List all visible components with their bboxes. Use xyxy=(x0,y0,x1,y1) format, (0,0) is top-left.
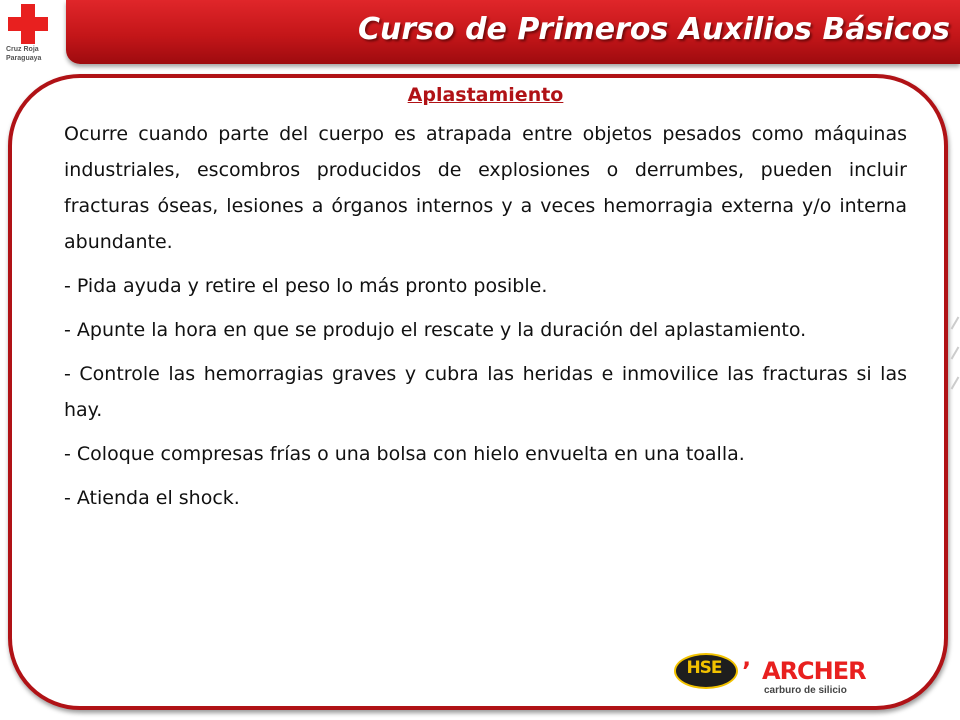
logo-name-line1: Cruz Roja xyxy=(6,46,39,53)
decorative-slashes xyxy=(946,312,960,402)
red-cross-logo xyxy=(0,0,62,70)
red-cross-icon xyxy=(8,4,48,44)
archer-logo xyxy=(742,655,882,699)
archer-logo-name: ARCHER xyxy=(762,657,866,685)
slide-heading: Aplastamiento xyxy=(407,84,564,106)
archer-logo-subtitle: carburo de silicio xyxy=(764,685,847,696)
step-paragraph: - Coloque compresas frías o una bolsa con hielo envuelta en una toalla. xyxy=(64,443,745,465)
step-paragraph: - Pida ayuda y retire el peso lo más pronto posible. xyxy=(64,275,548,297)
hse-logo xyxy=(672,649,736,689)
step-paragraph: - Atienda el shock. xyxy=(64,487,240,509)
course-title: Curso de Primeros Auxilios Básicos xyxy=(358,12,950,47)
title-banner xyxy=(66,0,960,64)
logo-name-line2: Paraguaya xyxy=(6,55,42,62)
slide-content xyxy=(64,84,907,524)
archer-logo-mark: ’ xyxy=(742,657,751,685)
intro-paragraph: Ocurre cuando parte del cuerpo es atrapada entre objetos pesados como máquinas industriales, escombros producidos de explosiones o derrumbes, pueden incluir fracturas óseas, lesiones a órganos internos y a veces hemorragia externa y/o interna abundante. xyxy=(64,123,907,253)
hse-logo-text: HSE xyxy=(686,658,722,678)
step-paragraph: - Apunte la hora en que se produjo el rescate y la duración del aplastamiento. xyxy=(64,319,807,341)
step-paragraph: - Controle las hemorragias graves y cubra las heridas e inmovilice las fracturas si las hay. xyxy=(64,363,907,421)
